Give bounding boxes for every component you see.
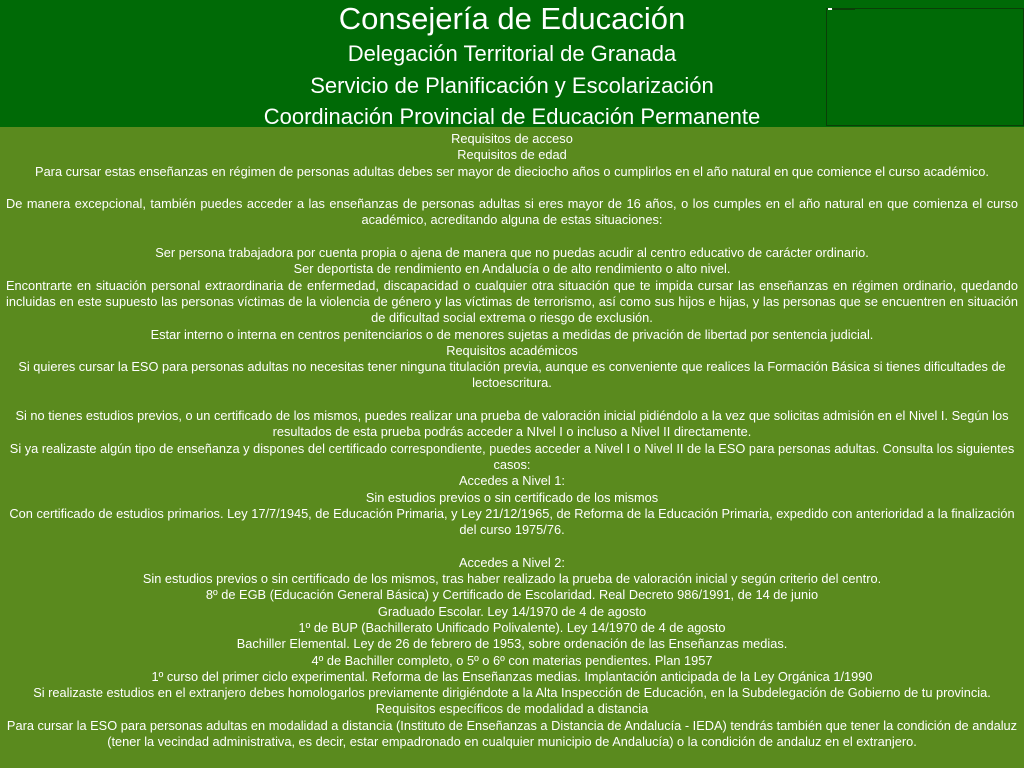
with-studies-text: Si ya realizaste algún tipo de enseñanza y dispones del certificado correspondiente, puedes acceder a Nivel I o Nivel II de la ESO para personas adultas. Consulta los siguientes casos:: [9, 440, 1015, 472]
logo-placeholder: [826, 8, 1024, 126]
level2-item: 1º curso del primer ciclo experimental. Reforma de las Enseñanzas medias. Implantación anticipada de la Ley Orgánica 1/1990: [151, 668, 873, 684]
heading-age-requirements: Requisitos de edad: [457, 147, 567, 163]
level2-item: Sin estudios previos o sin certificado de los mismos, tras haber realizado la prueba de valoración inicial y según criterio del centro.: [142, 571, 882, 587]
spacer: [2, 538, 1022, 554]
situation-item: Ser deportista de rendimiento en Andalucía o de alto rendimiento o alto nivel.: [293, 261, 731, 277]
level2-item: 8º de EGB (Educación General Básica) y Certificado de Escolaridad. Real Decreto 986/1991, de 14 de junio: [205, 587, 819, 603]
logo-dot: [828, 8, 832, 10]
level1-heading: Accedes a Nivel 1:: [459, 473, 565, 489]
heading-academic-requirements: Requisitos académicos: [446, 342, 578, 358]
page-title: Consejería de Educación: [338, 1, 686, 36]
level1-item: Con certificado de estudios primarios. Ley 17/7/1945, de Educación Primaria, y Ley 21/12/1965, de Reforma de la Educación Primaria, expedido con anterioridad a la finalización del curso 1975/76.: [9, 505, 1015, 538]
situation-item: Ser persona trabajadora por cuenta propia o ajena de manera que no puedas acudir al centro educativo de carácter ordinario.: [155, 245, 869, 261]
header-subtitle-coordination: Coordinación Provincial de Educación Permanente: [263, 104, 761, 129]
spacer: [2, 180, 1022, 196]
heading-access-requirements: Requisitos de acceso: [451, 131, 573, 146]
exception-text: De manera excepcional, también puedes acceder a las enseñanzas de personas adultas si eres mayor de 16 años, o los cumples en el año natural en que comienza el curso académico, acreditando alguna de estas situaciones:: [6, 196, 1018, 228]
level1-item: Sin estudios previos o sin certificado de los mismos: [365, 489, 659, 505]
header-subtitle-delegation: Delegación Territorial de Granada: [347, 41, 677, 66]
level2-item: Graduado Escolar. Ley 14/1970 de 4 de agosto: [377, 603, 647, 619]
spacer: [2, 229, 1022, 245]
spacer: [2, 392, 1022, 408]
abroad-studies-text: Si realizaste estudios en el extranjero debes homologarlos previamente dirigiéndote a la Alta Inspección de Educación, en la Subdelegación de Gobierno de tu provincia.: [33, 685, 991, 701]
level2-item: Bachiller Elemental. Ley de 26 de febrero de 1953, sobre ordenación de las Enseñanzas medias.: [236, 636, 788, 652]
no-studies-text: Si no tienes estudios previos, o un certificado de los mismos, puedes realizar una prueba de valoración inicial pidiéndolo a la vez que solicitas admisión en el Nivel I. Según los resultados de esta prueba podrás acceder a NIvel I o incluso a Nivel II directamente.: [15, 408, 1009, 440]
situation-item: Encontrarte en situación personal extraordinaria de enfermedad, discapacidad o cualquier otra situación que te impida cursar las enseñanzas en régimen ordinario, quedando incluidas en este supuesto las personas víctimas de la violencia de género y las víctimas de terrorismo, así como sus hijos e hijas, y las personas que se encuentren en situación de dificultad social extrema o riesgo de exclusión.: [6, 277, 1018, 326]
header-banner: [0, 0, 1024, 127]
distance-rule-text: Para cursar la ESO para personas adultas en modalidad a distancia (Instituto de Enseñanzas a Distancia de Andalucía - IEDA) tendrás también que tener la condición de andaluz (tener la vecindad administrativa, es decir, estar empadronado en cualquier municipio de Andalucía) o la condición de andaluz en el extranjero.: [6, 717, 1018, 749]
level2-item: 4º de Bachiller completo, o 5º o 6º con materias pendientes. Plan 1957: [311, 652, 713, 668]
main-content: [2, 131, 1022, 750]
level2-item: 1º de BUP (Bachillerato Unificado Polivalente). Ley 14/1970 de 4 de agosto: [298, 619, 726, 635]
age-rule-text: Para cursar estas enseñanzas en régimen de personas adultas debes ser mayor de dieciocho años o cumplirlos en el año natural en que comience el curso académico.: [35, 163, 989, 179]
situation-item: Estar interno o interna en centros penitenciarios o de menores sujetas a medidas de privación de libertad por sentencia judicial.: [150, 326, 874, 342]
level2-heading: Accedes a Nivel 2:: [459, 554, 565, 570]
logo-bar: [833, 8, 855, 10]
academic-intro-text: Si quieres cursar la ESO para personas adultas no necesitas tener ninguna titulación previa, aunque es conveniente que realices la Formación Básica si tienes dificultades de lectoescritura.: [18, 359, 1006, 391]
header-subtitle-service: Servicio de Planificación y Escolarización: [310, 73, 714, 98]
heading-distance-requirements: Requisitos específicos de modalidad a distancia: [375, 701, 649, 717]
